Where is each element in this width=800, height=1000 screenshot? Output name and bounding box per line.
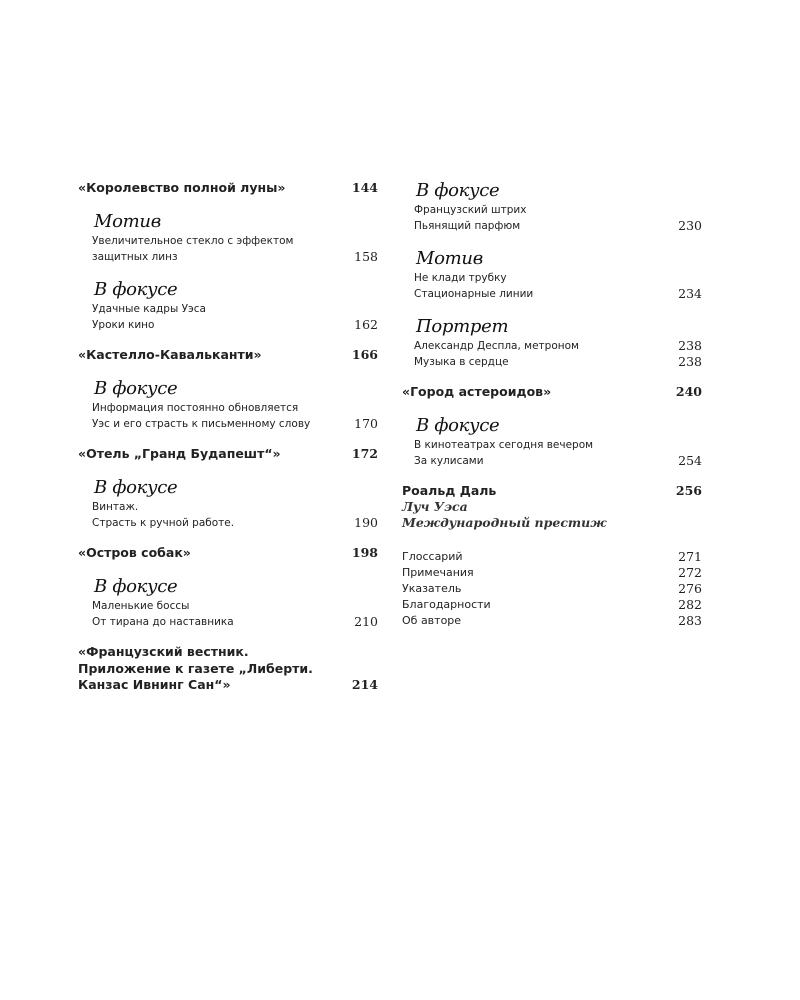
item-title: Винтаж.: [92, 501, 139, 513]
chapter-title-line: Канзас Ивнинг Сан“»: [78, 677, 231, 692]
chapter-title-line: «Французский вестник.: [78, 644, 249, 659]
toc-section: [92, 279, 378, 333]
page-number: 172: [351, 446, 378, 461]
toc-item[interactable]: [92, 598, 378, 614]
page-number: 234: [678, 286, 702, 301]
toc-chapter[interactable]: [78, 180, 378, 196]
page-number: 166: [351, 347, 378, 362]
toc-item[interactable]: [414, 453, 702, 469]
chapter-subtitle: Луч Уэса: [402, 499, 468, 514]
section-heading: Портрет: [416, 316, 509, 337]
page-number: 210: [354, 614, 378, 629]
page-number: 240: [675, 384, 702, 399]
item-title: Увеличительное стекло с эффектом защитных линз: [92, 235, 294, 263]
page-number: 214: [351, 677, 378, 692]
toc-section: [92, 378, 378, 432]
toc-right-column: [402, 180, 702, 629]
item-title: Не клади трубку: [414, 272, 507, 284]
item-title: Музыка в сердце: [414, 356, 509, 368]
toc-chapter[interactable]: [78, 446, 378, 462]
chapter-title: «Королевство полной луны»: [78, 180, 286, 195]
toc-item[interactable]: [92, 233, 378, 265]
page-number: 158: [354, 249, 378, 264]
appendix-item[interactable]: [402, 581, 702, 597]
item-title: Удачные кадры Уэса: [92, 303, 206, 315]
page-number: 276: [678, 581, 702, 596]
chapter-title: «Город астероидов»: [402, 384, 552, 399]
item-title: Информация постоянно обновляется: [92, 402, 299, 414]
page-number: 170: [354, 416, 378, 431]
toc-item[interactable]: [92, 499, 378, 515]
toc-section: [414, 180, 702, 234]
item-title: Стационарные линии: [414, 288, 534, 300]
toc-section: [92, 211, 378, 265]
toc-chapter[interactable]: [402, 384, 702, 400]
toc-section: [414, 316, 702, 370]
item-title: Уэс и его страсть к письменному слову: [92, 418, 311, 430]
toc-item[interactable]: [414, 202, 702, 218]
item-title: Александр Деспла, метроном: [414, 340, 579, 352]
toc-section: [92, 477, 378, 531]
section-heading: В фокусе: [94, 279, 178, 300]
item-title: Маленькие боссы: [92, 600, 190, 612]
chapter-title: «Остров собак»: [78, 545, 191, 560]
page-number: 162: [354, 317, 378, 332]
toc-section: [414, 415, 702, 469]
chapter-title-line: Приложение к газете „Либерти.: [78, 660, 313, 676]
appendix-list: [402, 549, 702, 629]
appendix-item[interactable]: [402, 613, 702, 629]
appendix-item[interactable]: [402, 565, 702, 581]
appendix-title: Указатель: [402, 582, 462, 595]
toc-item[interactable]: [414, 354, 702, 370]
page-number: 238: [678, 338, 702, 353]
appendix-title: Примечания: [402, 566, 474, 579]
page-number: 190: [354, 515, 378, 530]
toc-section: [414, 248, 702, 302]
toc-item[interactable]: [414, 218, 702, 234]
item-title: Уроки кино: [92, 319, 155, 331]
page-number: 238: [678, 354, 702, 369]
toc-left-column: [78, 180, 378, 709]
page-number: 271: [678, 549, 702, 564]
appendix-title: Благодарности: [402, 598, 491, 611]
appendix-title: Глоссарий: [402, 550, 463, 563]
item-title: В кинотеатрах сегодня вечером: [414, 439, 594, 451]
page-number: 144: [351, 180, 378, 195]
toc-item[interactable]: [92, 515, 378, 531]
section-heading: В фокусе: [416, 180, 500, 201]
toc-chapter[interactable]: [402, 483, 702, 531]
toc-item[interactable]: [414, 270, 702, 286]
chapter-title: «Отель „Гранд Будапешт“»: [78, 446, 281, 461]
item-title: За кулисами: [414, 455, 484, 467]
page-number: 230: [678, 218, 702, 233]
page-number: 282: [678, 597, 702, 612]
toc-item[interactable]: [92, 416, 378, 432]
appendix-title: Об авторе: [402, 614, 462, 627]
chapter-subtitle: Международный престиж: [402, 515, 607, 530]
toc-section: [92, 576, 378, 630]
chapter-title: «Кастелло-Кавальканти»: [78, 347, 262, 362]
item-title: Страсть к ручной работе.: [92, 517, 235, 529]
item-title: От тирана до наставника: [92, 616, 234, 628]
toc-item[interactable]: [414, 286, 702, 302]
toc-chapter[interactable]: [78, 347, 378, 363]
section-heading: Мотив: [416, 248, 483, 269]
section-heading: Мотив: [94, 211, 161, 232]
page-number: 198: [351, 545, 378, 560]
toc-item[interactable]: [92, 614, 378, 630]
toc-chapter[interactable]: [78, 545, 378, 561]
toc-item[interactable]: [92, 301, 378, 317]
chapter-title: Роальд Даль: [402, 483, 497, 498]
page-number: 272: [678, 565, 702, 580]
appendix-item[interactable]: [402, 597, 702, 613]
appendix-item[interactable]: [402, 549, 702, 565]
section-heading: В фокусе: [94, 378, 178, 399]
page-number: 283: [678, 613, 702, 628]
toc-chapter[interactable]: [78, 644, 378, 694]
toc-item[interactable]: [414, 338, 702, 354]
page-number: 254: [678, 453, 702, 468]
item-title: Французский штрих: [414, 204, 527, 216]
section-heading: В фокусе: [416, 415, 500, 436]
toc-item[interactable]: [414, 437, 702, 453]
section-heading: В фокусе: [94, 477, 178, 498]
toc-item[interactable]: [92, 400, 378, 416]
section-heading: В фокусе: [94, 576, 178, 597]
item-title: Пьянящий парфюм: [414, 220, 521, 232]
page-number: 256: [675, 483, 702, 498]
toc-item[interactable]: [92, 317, 378, 333]
